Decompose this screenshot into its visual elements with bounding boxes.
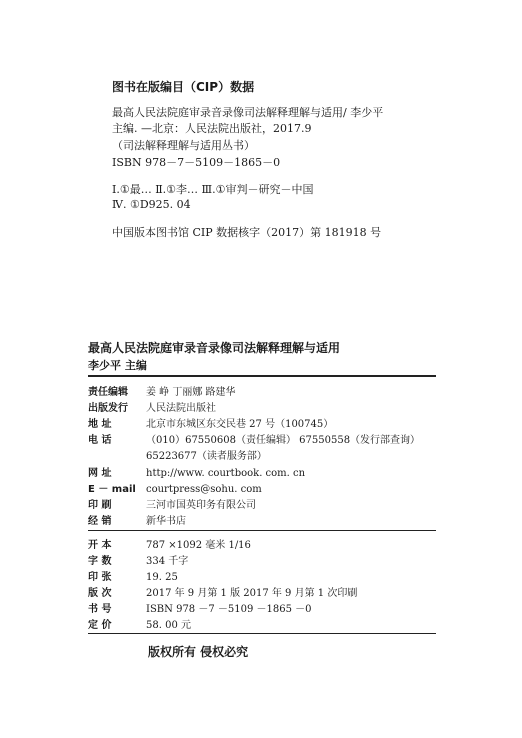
pub-row-label: 电 话 [88,435,112,446]
rights-notice: 版权所有 侵权必究 [148,645,249,659]
pub-row-label: 经 销 [88,516,112,527]
cip-line-editor: 主编. —北京：人民法院出版社，2017.9 [112,122,312,135]
pub-row-value: 三河市国英印务有限公司 [146,500,256,511]
cip-line-title: 最高人民法院庭审录音录像司法解释理解与适用/ 李少平 [112,106,384,119]
spec-row-word-count [88,552,188,567]
spec-row-price [88,616,191,631]
spec-row-label: 印 张 [88,572,112,583]
pub-row-value: 人民法院出版社 [146,403,216,414]
pub-row-printer [88,496,256,511]
pub-row-label: 地 址 [88,419,112,430]
spec-row-value: 58. 00 元 [146,620,191,631]
spec-row-value: 19. 25 [146,572,178,583]
pub-row-editors [88,383,236,398]
spec-row-isbn [88,600,312,615]
spec-row-label: 开 本 [88,540,112,551]
spec-row-sheets [88,568,178,583]
cip-line-series: （司法解释理解与适用丛书） [112,139,255,152]
spec-row-edition [88,584,357,599]
pub-row-label: 出版发行 [88,403,128,414]
pub-row-value: courtpress@sohu. com [146,484,262,495]
pub-row-label: 责任编辑 [88,387,128,398]
pub-row-label: 印 刷 [88,500,112,511]
pub-row-value: （010）67550608（责任编辑） 67550558（发行部查询） [146,435,421,446]
cip-line-cip-number: 中国版本图书馆 CIP 数据核字（2017）第 181918 号 [112,226,382,239]
spec-row-format [88,536,251,551]
book-title: 最高人民法院庭审录音录像司法解释理解与适用 [88,341,341,355]
spec-row-value: 334 千字 [146,556,189,567]
spec-row-label: 书 号 [88,604,112,615]
pub-row-distributor [88,512,186,527]
cip-heading: 图书在版编目（CIP）数据 [112,80,255,94]
book-editor: 李少平 主编 [88,359,147,372]
spec-row-value: 2017 年 9 月第 1 版 2017 年 9 月第 1 次印刷 [146,588,358,599]
pub-row-value: http://www. courtbook. com. cn [146,468,306,479]
pub-row-phone-continued: 65223677（读者服务部） [146,451,267,462]
spec-row-value: ISBN 978 －7 －5109 －1865 －0 [146,604,312,615]
spec-row-label: 版 次 [88,588,112,599]
pub-row-website [88,464,305,479]
pub-row-address [88,415,333,430]
pub-row-label: 网 址 [88,468,112,479]
pub-row-value: 姜 峥 丁丽娜 路建华 [146,387,236,398]
pub-row-publisher [88,399,216,414]
spec-row-value: 787 ×1092 毫米 1/16 [146,540,251,551]
pub-row-email [88,480,262,495]
divider-bottom [88,633,436,634]
pub-row-value: 新华书店 [146,516,186,527]
spec-row-label: 定 价 [88,620,112,631]
cip-line-isbn: ISBN 978－7－5109－1865－0 [112,156,281,169]
cip-line-classification: Ⅰ.①最… Ⅱ.①李… Ⅲ.①审判－研究－中国 [112,183,314,196]
spec-row-label: 字 数 [88,556,112,567]
divider-middle [88,530,436,531]
cip-line-class-number: Ⅳ. ①D925. 04 [112,198,191,211]
pub-row-value: 北京市东城区东交民巷 27 号（100745） [146,419,334,430]
divider-top [88,375,436,377]
pub-row-label: E － mail [88,484,136,495]
pub-row-phone [88,431,420,446]
